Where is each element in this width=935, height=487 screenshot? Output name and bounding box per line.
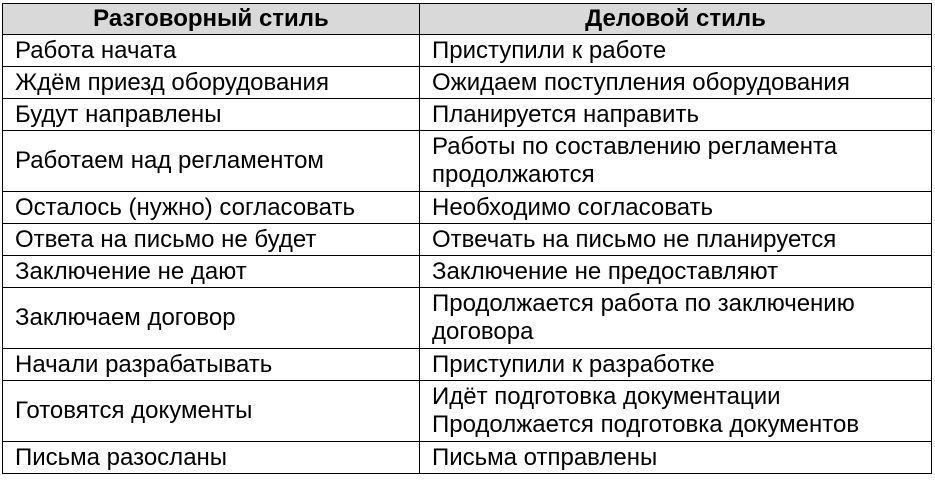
header-row: [3, 4, 932, 35]
style-comparison-table: [2, 3, 932, 474]
colloquial-cell: Заключаем договор: [3, 288, 420, 349]
business-cell: [420, 256, 932, 288]
business-line: Заключение не предоставляют: [432, 257, 779, 285]
table-row: [3, 35, 932, 67]
business-cell: [420, 99, 932, 131]
table-row: [3, 381, 932, 442]
table-row: [3, 131, 932, 192]
business-line: Приступили к разработке: [432, 350, 715, 378]
style-comparison-table-wrap: [2, 3, 931, 474]
business-cell: [420, 224, 932, 256]
colloquial-cell: Готовятся документы: [3, 381, 420, 442]
colloquial-cell: Работа начата: [3, 35, 420, 67]
business-line: договора: [432, 318, 534, 345]
colloquial-cell: Ждём приезд оборудования: [3, 67, 420, 99]
business-cell: [420, 381, 932, 442]
business-line: Работы по составлению регламента: [432, 133, 838, 160]
business-cell: [420, 67, 932, 99]
business-line: Продолжается подготовка документов: [432, 411, 860, 438]
business-line: Письма отправлены: [432, 443, 658, 471]
table-row: [3, 256, 932, 288]
colloquial-cell: Работаем над регламентом: [3, 131, 420, 192]
business-line: Идёт подготовка документации: [432, 383, 781, 410]
table-row: [3, 349, 932, 381]
table-row: [3, 442, 932, 474]
table-row: [3, 192, 932, 224]
business-cell: [420, 131, 932, 192]
business-line: продолжаются: [432, 161, 595, 188]
business-cell: [420, 192, 932, 224]
business-line: Необходимо согласовать: [432, 193, 714, 221]
header-business: Деловой стиль: [420, 4, 932, 35]
business-line: Продолжается работа по заключению: [432, 290, 855, 317]
business-cell: [420, 349, 932, 381]
colloquial-cell: Начали разрабатывать: [3, 349, 420, 381]
business-line: Отвечать на письмо не планируется: [432, 225, 837, 253]
header-colloquial: Разговорный стиль: [3, 4, 420, 35]
business-line: Планируется направить: [432, 100, 699, 128]
table-row: [3, 224, 932, 256]
business-line: Приступили к работе: [432, 36, 667, 64]
colloquial-cell: Ответа на письмо не будет: [3, 224, 420, 256]
table-row: [3, 67, 932, 99]
business-cell: [420, 35, 932, 67]
business-cell: [420, 442, 932, 474]
table-row: [3, 99, 932, 131]
colloquial-cell: Заключение не дают: [3, 256, 420, 288]
business-line: Ожидаем поступления оборудования: [432, 68, 850, 96]
colloquial-cell: Осталось (нужно) согласовать: [3, 192, 420, 224]
business-cell: [420, 288, 932, 349]
colloquial-cell: Письма разосланы: [3, 442, 420, 474]
colloquial-cell: Будут направлены: [3, 99, 420, 131]
table-row: [3, 288, 932, 349]
